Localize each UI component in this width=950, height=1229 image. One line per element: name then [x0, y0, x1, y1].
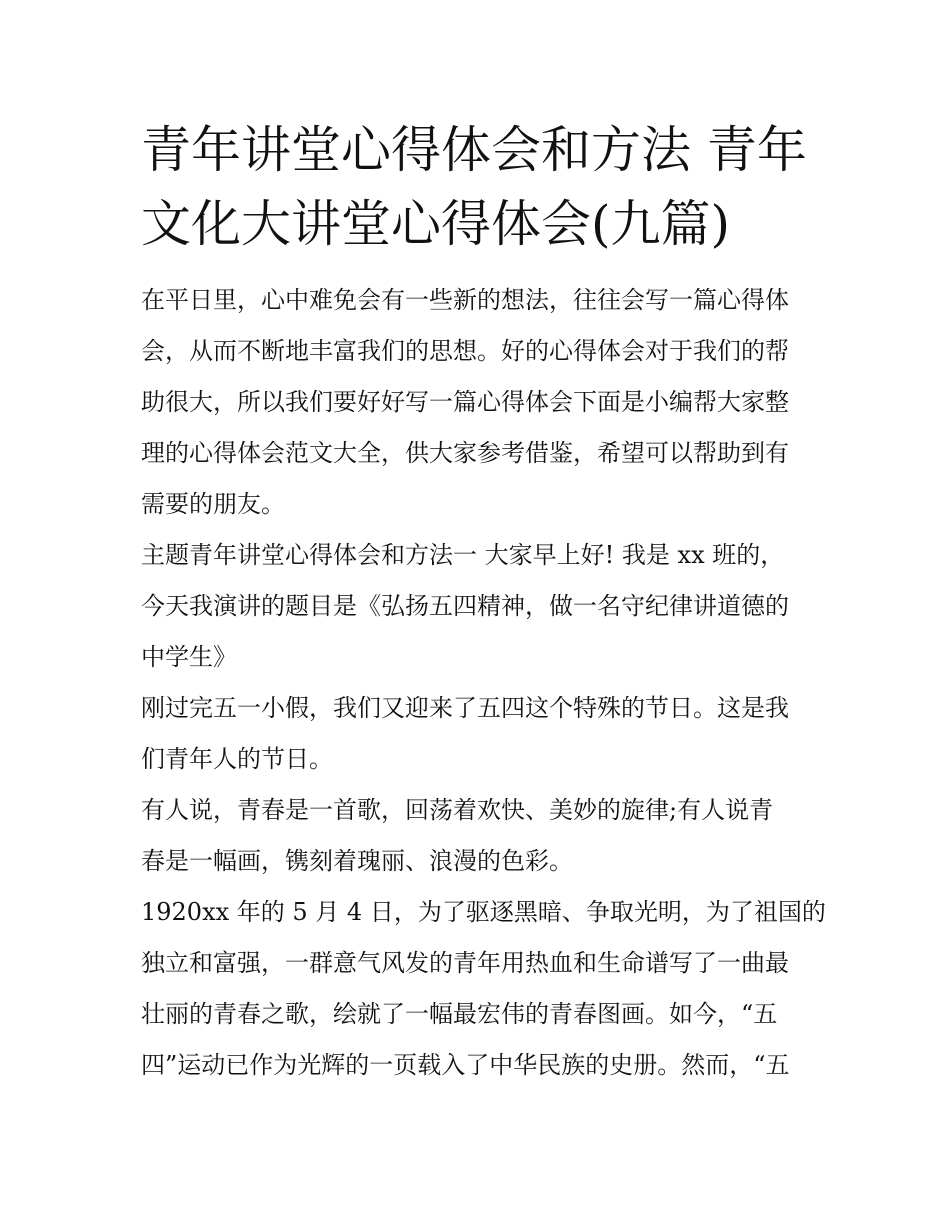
- text-line: 有人说，青春是一首歌，回荡着欢快、美妙的旋律;有人说青: [141, 796, 774, 824]
- text-line: 在平日里，心中难免会有一些新的想法，往往会写一篇心得体: [141, 286, 789, 314]
- text-line: 主题青年讲堂心得体会和方法一 大家早上好! 我是 xx 班的，: [141, 541, 785, 569]
- paragraph-speech-topic: [141, 530, 821, 683]
- paragraph-holiday: [141, 683, 821, 785]
- text-line: 今天我演讲的题目是《弘扬五四精神，做一名守纪律讲道德的: [141, 592, 789, 620]
- text-line: 助很大，所以我们要好好写一篇心得体会下面是小编帮大家整: [141, 388, 789, 416]
- text-line: 需要的朋友。: [141, 490, 285, 518]
- document-title: [141, 113, 821, 261]
- text-line: 春是一幅画，镌刻着瑰丽、浪漫的色彩。: [141, 847, 573, 875]
- text-line: 刚过完五一小假，我们又迎来了五四这个特殊的节日。这是我: [141, 694, 789, 722]
- paragraph-intro: [141, 275, 821, 530]
- paragraph-youth-song: [141, 785, 821, 887]
- paragraph-may-fourth: [141, 887, 826, 1091]
- title-line: 青年讲堂心得体会和方法 青年: [141, 121, 807, 179]
- text-line: 理的心得体会范文大全，供大家参考借鉴，希望可以帮助到有: [141, 439, 789, 467]
- text-line: 中学生》: [141, 643, 237, 671]
- document-body: [141, 275, 826, 1091]
- text-line: 会，从而不断地丰富我们的思想。好的心得体会对于我们的帮: [141, 337, 789, 365]
- title-line: 文化大讲堂心得体会(九篇): [141, 195, 731, 253]
- text-line: 们青年人的节日。: [141, 745, 333, 773]
- text-line: 独立和富强，一群意气风发的青年用热血和生命谱写了一曲最: [141, 949, 789, 977]
- text-line: 四”运动已作为光辉的一页载入了中华民族的史册。然而，“五: [141, 1051, 790, 1079]
- text-line: 1920xx 年的 5 月 4 日，为了驱逐黑暗、争取光明，为了祖国的: [141, 898, 826, 926]
- text-line: 壮丽的青春之歌，绘就了一幅最宏伟的青春图画。如今，“五: [141, 1000, 778, 1028]
- document-content: [141, 113, 826, 1091]
